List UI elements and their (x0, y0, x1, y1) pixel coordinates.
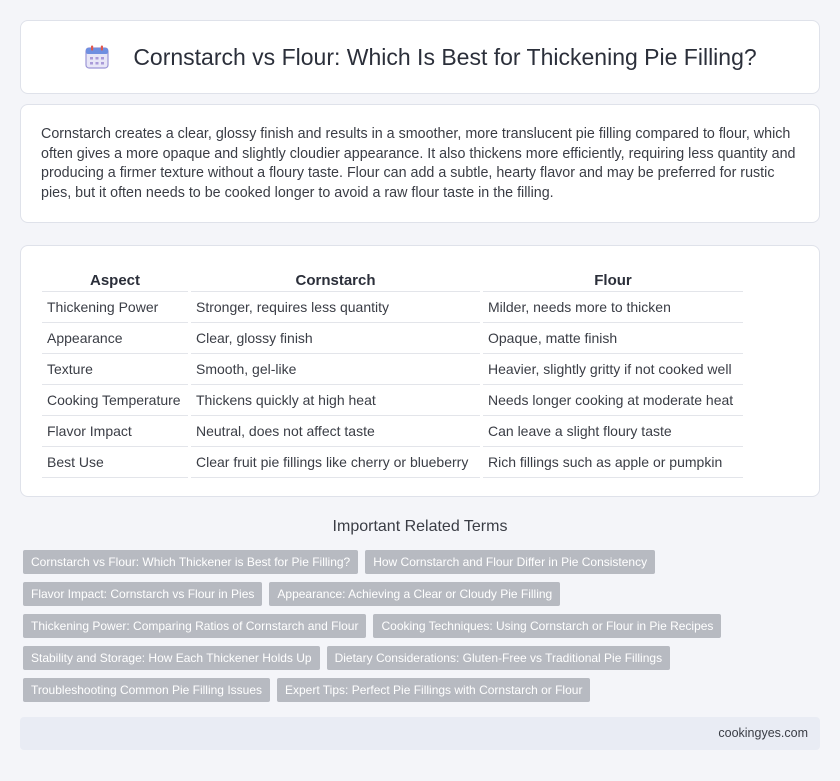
tag-row (23, 582, 823, 606)
related-terms-title: Important Related Terms (332, 518, 508, 535)
calendar-icon (83, 43, 111, 71)
table-header-row (42, 266, 743, 292)
table-cell: Clear, glossy finish (191, 323, 480, 354)
related-term-tag[interactable]: Cornstarch vs Flour: Which Thickener is Best for Pie Filling? (23, 550, 358, 574)
table-cell: Flavor Impact (42, 416, 188, 447)
table-cell: Thickening Power (42, 292, 188, 323)
table-cell: Needs longer cooking at moderate heat (483, 385, 743, 416)
footer (20, 717, 820, 750)
title-card (20, 20, 820, 94)
tag-row (23, 614, 823, 638)
tag-row (23, 550, 823, 574)
related-term-tag[interactable]: Stability and Storage: How Each Thickener Holds Up (23, 646, 320, 670)
table-cell: Opaque, matte finish (483, 323, 743, 354)
table-cell: Best Use (42, 447, 188, 478)
header-cornstarch: Cornstarch (191, 266, 480, 292)
related-term-tag[interactable]: Troubleshooting Common Pie Filling Issues (23, 678, 270, 702)
table-cell: Smooth, gel-like (191, 354, 480, 385)
related-term-tag[interactable]: Dietary Considerations: Gluten-Free vs Traditional Pie Fillings (327, 646, 670, 670)
tag-row (23, 678, 823, 702)
table-cell: Stronger, requires less quantity (191, 292, 480, 323)
table-cell: Milder, needs more to thicken (483, 292, 743, 323)
table-cell: Can leave a slight floury taste (483, 416, 743, 447)
comparison-table (39, 266, 746, 478)
related-term-tag[interactable]: Thickening Power: Comparing Ratios of Cornstarch and Flour (23, 614, 366, 638)
related-term-tag[interactable]: Expert Tips: Perfect Pie Fillings with Cornstarch or Flour (277, 678, 590, 702)
related-term-tag[interactable]: Appearance: Achieving a Clear or Cloudy Pie Filling (269, 582, 560, 606)
table-row (42, 292, 743, 323)
related-terms-list (23, 550, 823, 710)
table-cell: Clear fruit pie fillings like cherry or blueberry (191, 447, 480, 478)
tag-row (23, 646, 823, 670)
table-row (42, 416, 743, 447)
table-cell: Rich fillings such as apple or pumpkin (483, 447, 743, 478)
table-cell: Neutral, does not affect taste (191, 416, 480, 447)
related-term-tag[interactable]: How Cornstarch and Flour Differ in Pie Consistency (365, 550, 655, 574)
page-title: Cornstarch vs Flour: Which Is Best for Thickening Pie Filling? (133, 43, 757, 70)
related-term-tag[interactable]: Flavor Impact: Cornstarch vs Flour in Pies (23, 582, 262, 606)
table-row (42, 385, 743, 416)
footer-site-link[interactable]: cookingyes.com (718, 726, 808, 740)
related-term-tag[interactable]: Cooking Techniques: Using Cornstarch or Flour in Pie Recipes (373, 614, 721, 638)
header-aspect: Aspect (42, 266, 188, 292)
comparison-table-card (20, 245, 820, 497)
table-cell: Thickens quickly at high heat (191, 385, 480, 416)
intro-card (20, 104, 820, 223)
table-row (42, 447, 743, 478)
table-row (42, 354, 743, 385)
table-cell: Texture (42, 354, 188, 385)
table-cell: Heavier, slightly gritty if not cooked well (483, 354, 743, 385)
table-row (42, 323, 743, 354)
header-flour: Flour (483, 266, 743, 292)
intro-text: Cornstarch creates a clear, glossy finish and results in a smoother, more translucent pie filling compared to flour, which often gives a more opaque and slightly cloudier appearance. It also thickens more efficiently, requiring less quantity and producing a firmer texture without a floury taste. Flour can add a subtle, hearty flavor and may be preferred for rustic pies, but it often needs to be cooked longer to avoid a raw flour taste in the filling. (41, 126, 796, 201)
table-cell: Appearance (42, 323, 188, 354)
table-cell: Cooking Temperature (42, 385, 188, 416)
